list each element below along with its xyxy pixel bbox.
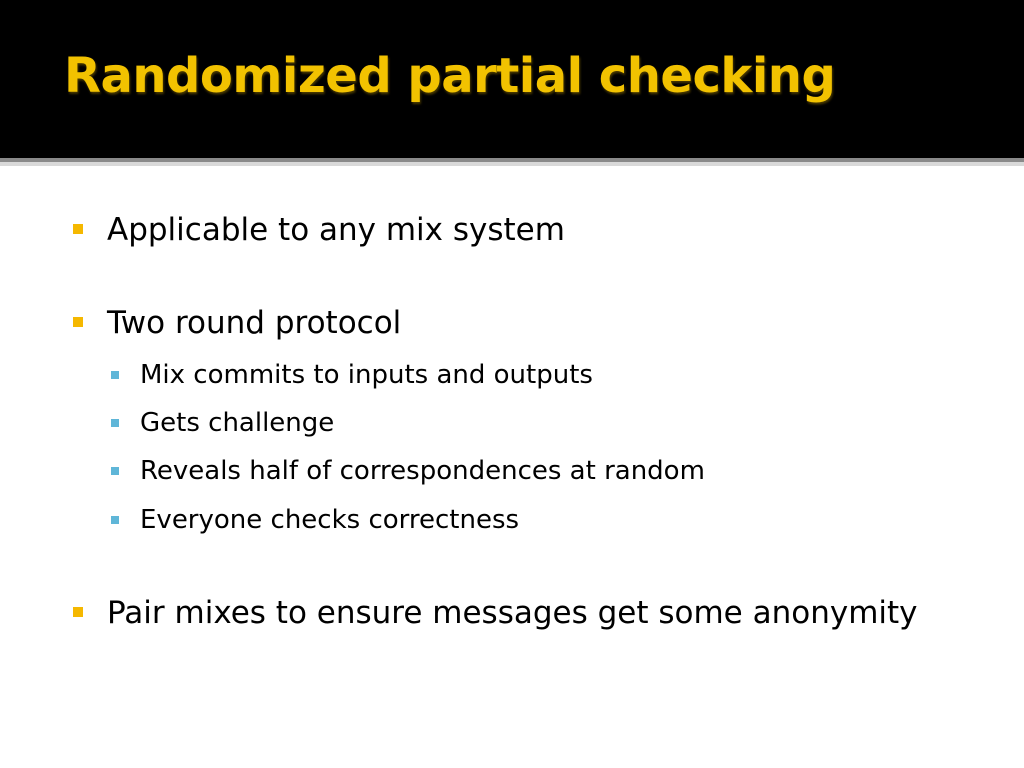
square-bullet-icon (73, 224, 83, 234)
square-sub-bullet-icon (111, 467, 119, 475)
bullet-text: Pair mixes to ensure messages get some anonymity (107, 595, 918, 631)
square-sub-bullet-icon (111, 419, 119, 427)
sub-bullet-text: Everyone checks correctness (140, 505, 520, 535)
slide-title: Randomized partial checking (64, 48, 836, 104)
bullet-text: Two round protocol (107, 305, 402, 341)
bullet-item (73, 590, 973, 636)
sub-bullet-text: Reveals half of correspondences at random (140, 456, 705, 486)
sub-bullet-item (111, 502, 971, 538)
sub-bullet-text: Gets challenge (140, 408, 335, 438)
square-sub-bullet-icon (111, 371, 119, 379)
square-sub-bullet-icon (111, 516, 119, 524)
sub-bullet-item (111, 453, 971, 489)
sub-bullet-item (111, 357, 971, 393)
square-bullet-icon (73, 317, 83, 327)
bullet-item (73, 207, 973, 253)
sub-bullet-item (111, 405, 971, 441)
bullet-text: Applicable to any mix system (107, 212, 565, 248)
square-bullet-icon (73, 607, 83, 617)
bullet-item (73, 300, 973, 346)
sub-bullet-text: Mix commits to inputs and outputs (140, 360, 593, 390)
